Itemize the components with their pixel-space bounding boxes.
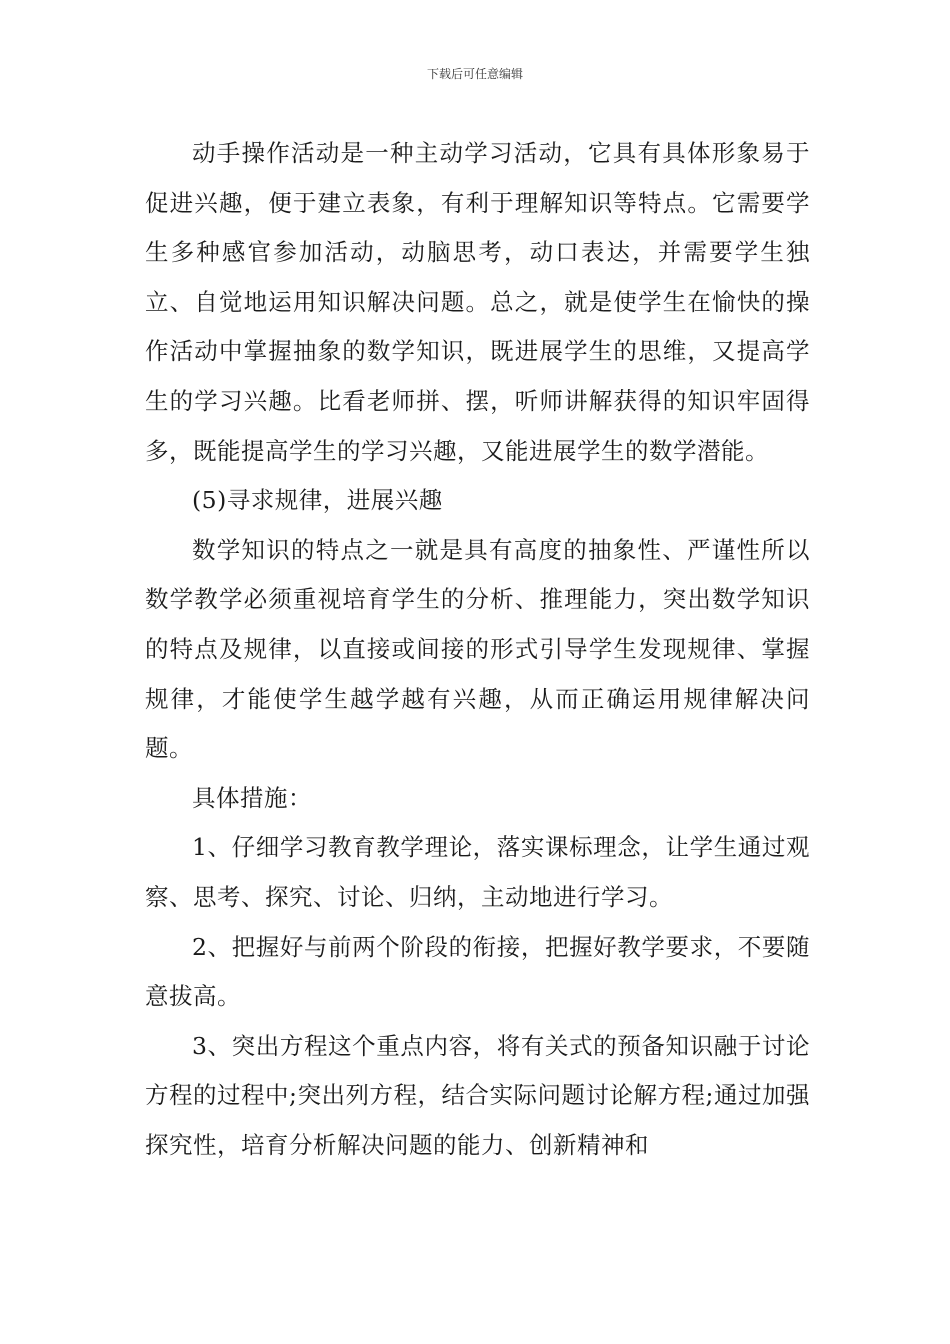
- paragraph-math-knowledge: 数学知识的特点之一就是具有高度的抽象性、严谨性所以数学教学必须重视培育学生的分析、推理能力，突出数学知识的特点及规律，以直接或间接的形式引导学生发现规律、掌握规律，才能使学生越学越有兴趣，从而正确运用规律解决问题。: [145, 535, 810, 763]
- measure-item-3: 3、突出方程这个重点内容，将有关式的预备知识融于讨论方程的过程中;突出列方程，结合实际问题讨论解方程;通过加强探究性，培育分析解决问题的能力、创新精神和: [145, 1031, 810, 1159]
- section-heading-find-patterns: (5)寻求规律，进展兴趣: [192, 486, 443, 515]
- measure-item-1: 1、仔细学习教育教学理论，落实课标理念，让学生通过观察、思考、探究、讨论、归纳，主动地进行学习。: [145, 833, 810, 911]
- document-body: [145, 129, 810, 1170]
- paragraph-hands-on-activity: 动手操作活动是一种主动学习活动，它具有具体形象易于促进兴趣，便于建立表象，有利于理解知识等特点。它需要学生多种感官参加活动，动脑思考，动口表达，并需要学生独立、自觉地运用知识解决问题。总之，就是使学生在愉快的操作活动中掌握抽象的数学知识，既进展学生的思维，又提高学生的学习兴趣。比看老师拼、摆，听师讲解获得的知识牢固得多，既能提高学生的学习兴趣，又能进展学生的数学潜能。: [145, 139, 810, 465]
- measures-heading: 具体措施：: [192, 783, 312, 812]
- measure-item-2: 2、把握好与前两个阶段的衔接，把握好教学要求，不要随意拔高。: [145, 932, 810, 1011]
- page-header: 下载后可任意编辑: [426, 67, 523, 81]
